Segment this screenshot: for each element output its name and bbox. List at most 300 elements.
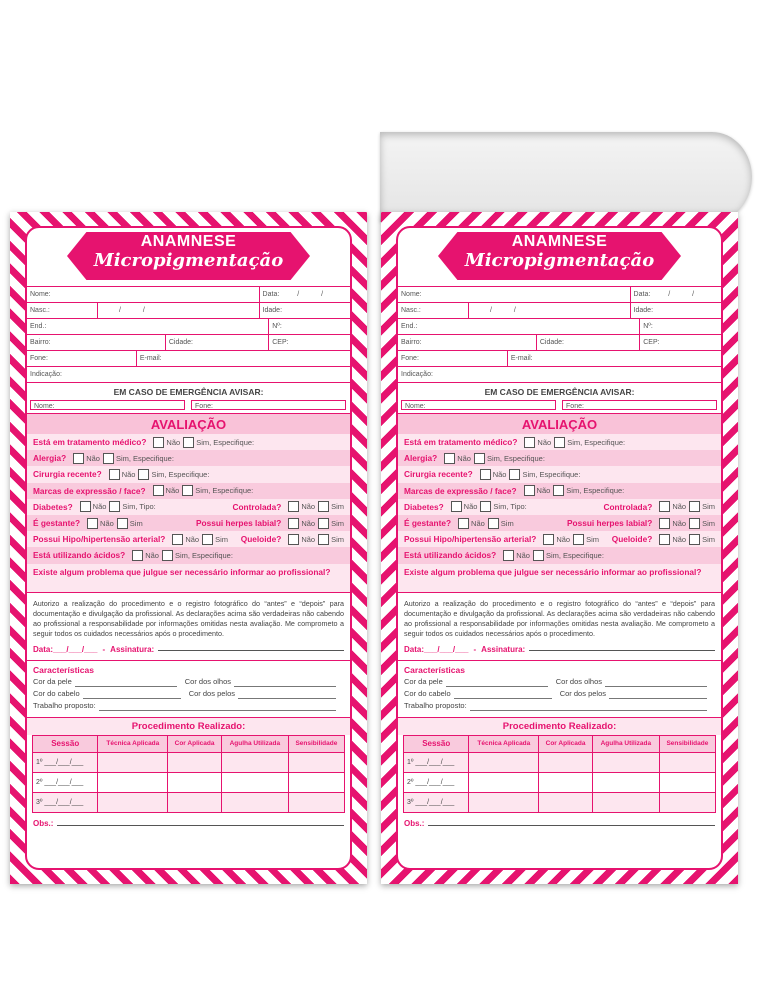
question-list [27,434,350,580]
table-cell[interactable] [288,792,344,812]
carac-row [33,689,344,701]
question-label: Alergia? [33,453,67,464]
signature-date[interactable]: Data:___/___/___ [33,644,98,654]
emergency-nome[interactable]: Nome: [401,400,556,410]
option-sim-especifique: Sim, Especifique: [567,437,626,447]
field-nasc[interactable]: Nasc.: [27,303,98,318]
field-fone[interactable]: Fone: [398,351,508,366]
checkbox-sim[interactable] [554,437,565,448]
question-tratamento [27,434,350,450]
col-tecnica: Técnica Aplicada [469,735,539,752]
question-label: Diabetes? [33,501,73,512]
emergency-nome[interactable]: Nome: [30,400,185,410]
table-cell[interactable] [168,752,222,772]
question-tratamento [398,434,721,450]
obs-row [27,813,350,834]
checkbox-sim[interactable] [318,501,329,512]
question-label: É gestante? [33,518,81,529]
question-label-controlada: Controlada? [232,501,282,512]
checkbox-nao[interactable] [543,534,554,545]
option-nao: Não [463,502,478,512]
question-marcas [27,483,350,499]
question-label: Marcas de expressão / face? [404,485,517,496]
question-label: Está utilizando ácidos? [33,550,126,561]
checkbox-nao[interactable] [659,501,670,512]
table-cell[interactable] [592,772,659,792]
row-nasc [27,302,350,318]
checkbox-nao[interactable] [659,534,670,545]
option-sim-especifique: Sim, Especifique: [545,550,604,560]
question-label: Existe algum problema que julgue ser necessário informar ao profissional? [404,566,702,577]
emergency-title: EM CASO DE EMERGÊNCIA AVISAR: [27,382,350,400]
field-cidade[interactable]: Cidade: [537,335,640,350]
table-cell[interactable] [288,772,344,792]
checkbox-nao[interactable] [153,485,164,496]
checkbox-nao[interactable] [451,501,462,512]
question-cirurgia [398,466,721,482]
procedimento-title: Procedimento Realizado: [398,717,721,735]
carac-row [33,677,344,689]
form-pad-left [10,212,367,884]
authorization-text: Autorizo a realização do procedimento e o registro fotográfico do “antes” e “depois” para documentação e divulgação da profissional. As declarações acima são verdadeiras não cabendo ao profissional a responsabilidade por informações omitidas nesta avaliação. Me comprometo a seguir todos os cuidados necessários após o procedimento. [27,592,350,642]
col-agulha: Agulha Utilizada [592,735,659,752]
field-data-label: Data: [262,291,280,298]
field-bairro[interactable]: Bairro: [27,335,166,350]
option-nao: Não [457,453,471,463]
option-sim-especifique: Sim, Especifique: [522,469,581,479]
emergency-row [27,400,350,413]
checkbox-sim[interactable] [202,534,213,545]
option-nao: Não [166,437,181,447]
table-row [404,792,716,812]
option-nao: Não [86,453,100,463]
question-label-herpes: Possui herpes labial? [567,518,653,529]
carac-line[interactable] [83,689,181,699]
carac-olhos: Cor dos olhos [184,676,232,686]
checkbox-sim[interactable] [474,453,485,464]
table-cell[interactable] [469,772,539,792]
checkbox-nao[interactable] [288,518,299,529]
col-sensibilidade: Sensibilidade [288,735,344,752]
question-gestante [27,515,350,531]
option-sim-especifique: Sim, Especifique: [151,469,210,479]
option-nao: Não [92,502,107,512]
checkbox-nao[interactable] [288,501,299,512]
field-idade[interactable]: Idade: [262,307,283,314]
table-header [33,735,345,752]
table-header [404,735,716,752]
field-cep[interactable]: CEP: [643,339,660,346]
form-title: ANAMNESE [140,233,237,250]
checkbox-sim[interactable] [182,485,193,496]
nasc-slashes: / / [490,307,526,314]
field-nome[interactable]: Nome: [398,287,631,302]
question-label-herpes: Possui herpes labial? [196,518,282,529]
question-diabetes [27,499,350,515]
question-label: Marcas de expressão / face? [33,485,146,496]
option-nao: Não [121,469,136,479]
field-nasc-date[interactable] [98,303,260,318]
option-sim: Sim [702,518,715,528]
option-sim: Sim [129,518,143,528]
table-row [33,772,345,792]
caracteristicas-title: Características [404,664,465,675]
table-row [404,752,716,772]
checkbox-sim[interactable] [689,518,700,529]
checkbox-nao[interactable] [132,550,143,561]
obs-row [398,813,721,834]
signature-label: Assinatura: [481,644,526,654]
obs-line[interactable] [57,819,344,826]
nasc-slashes: / / [119,307,155,314]
question-problema [27,564,350,580]
signature-date[interactable]: Data:___/___/___ [404,644,469,654]
carac-line[interactable] [609,689,707,699]
checkbox-sim[interactable] [689,534,700,545]
checkbox-nao[interactable] [172,534,183,545]
form-header [398,228,721,286]
caracteristicas-title: Características [33,664,94,675]
checkbox-nao[interactable] [87,518,98,529]
session-cell[interactable]: 1º ___/___/___ [404,752,469,772]
signature-dash: - [102,644,106,654]
table-row [33,752,345,772]
signature-row [398,642,721,660]
row-nome [398,286,721,302]
row-indicacao [27,366,350,382]
question-label: Está em tratamento médico? [404,437,518,448]
question-diabetes [398,499,721,515]
checkbox-nao[interactable] [524,437,535,448]
option-sim-tipo: Sim, Tipo: [493,502,527,512]
session-cell[interactable]: 3º ___/___/___ [33,792,98,812]
checkbox-nao[interactable] [480,469,491,480]
carac-row [404,689,715,701]
checkbox-sim[interactable] [509,469,520,480]
question-problema [398,564,721,580]
option-sim-especifique: Sim, Especifique: [566,486,625,496]
checkbox-sim[interactable] [162,550,173,561]
field-end[interactable]: End.: [398,319,640,334]
question-label-controlada: Controlada? [603,501,653,512]
question-gestante [398,515,721,531]
col-sessao: Sessão [404,735,469,752]
checkbox-nao[interactable] [503,550,514,561]
option-nao: Não [672,518,687,528]
question-cirurgia [27,466,350,482]
form-sheet [25,226,352,870]
checkbox-sim[interactable] [138,469,149,480]
emergency-fone[interactable]: Fone: [562,400,717,410]
table-cell[interactable] [659,792,715,812]
checkbox-nao[interactable] [444,453,455,464]
session-cell[interactable]: 1º ___/___/___ [33,752,98,772]
carac-pele: Cor da pele [404,676,443,686]
question-marcas [398,483,721,499]
form-subtitle: Micropigmentação [464,250,655,271]
option-sim-especifique: Sim, Especifique: [196,437,255,447]
checkbox-sim[interactable] [488,518,499,529]
table-cell[interactable] [539,792,593,812]
emergency-title: EM CASO DE EMERGÊNCIA AVISAR: [398,382,721,400]
question-label: Está em tratamento médico? [33,437,147,448]
form-pad-right [381,212,738,884]
option-nao: Não [185,534,200,544]
row-fone [27,350,350,366]
obs-label: Obs.: [404,818,425,828]
option-nao: Não [301,518,316,528]
checkbox-sim[interactable] [318,534,329,545]
answer-space[interactable] [27,580,350,592]
field-cep[interactable]: CEP: [272,339,289,346]
checkbox-sim[interactable] [480,501,491,512]
field-email[interactable]: E-mail: [139,355,162,362]
option-sim: Sim [586,534,600,544]
carac-pelos: Cor dos pelos [188,688,235,698]
signature-label: Assinatura: [110,644,155,654]
checkbox-nao[interactable] [458,518,469,529]
avaliacao-section [27,413,350,592]
question-label: Alergia? [404,453,438,464]
table-cell[interactable] [98,772,168,792]
procedimento-table [403,735,716,813]
form-title: ANAMNESE [511,233,608,250]
carac-row [404,701,715,713]
option-sim: Sim [215,534,229,544]
col-tecnica: Técnica Aplicada [98,735,168,752]
question-alergia [398,450,721,466]
checkbox-sim[interactable] [573,534,584,545]
question-label: Diabetes? [404,501,444,512]
option-nao: Não [672,534,687,544]
option-nao: Não [301,502,316,512]
carac-row [33,701,344,713]
option-nao: Não [556,534,571,544]
carac-line[interactable] [99,701,336,711]
obs-label: Obs.: [33,818,54,828]
form-header [27,228,350,286]
carac-trabalho: Trabalho proposto: [33,700,96,710]
signature-dash: - [473,644,477,654]
field-data-label: Data: [633,291,651,298]
field-indicacao[interactable]: Indicação: [401,371,433,378]
option-nao: Não [672,502,687,512]
table-cell[interactable] [592,752,659,772]
carac-line[interactable] [446,677,548,687]
avaliacao-section [398,413,721,592]
option-sim-tipo: Sim, Tipo: [122,502,156,512]
option-nao: Não [145,550,159,560]
question-label-queloide: Queloide? [611,534,653,545]
authorization-text: Autorizo a realização do procedimento e o registro fotográfico do “antes” e “depois” para documentação e divulgação da profissional. As declarações acima são verdadeiras não cabendo ao profissional a responsabilidade por informações omitidas nesta avaliação. Me comprometo a seguir todos os cuidados necessários após o procedimento. [398,592,721,642]
table-cell[interactable] [592,792,659,812]
field-bairro[interactable]: Bairro: [398,335,537,350]
table-cell[interactable] [288,752,344,772]
table-cell[interactable] [221,752,288,772]
checkbox-sim[interactable] [318,518,329,529]
col-sensibilidade: Sensibilidade [659,735,715,752]
table-cell[interactable] [98,792,168,812]
checkbox-sim[interactable] [689,501,700,512]
row-fone [398,350,721,366]
question-label: Possui Hipo/hipertensão arterial? [33,534,166,545]
field-nome[interactable]: Nome: [27,287,260,302]
carac-line[interactable] [454,689,552,699]
option-nao: Não [516,550,530,560]
table-cell[interactable] [168,772,222,792]
carac-pelos: Cor dos pelos [559,688,606,698]
question-acidos [27,547,350,563]
option-sim: Sim [331,518,344,528]
question-alergia [27,450,350,466]
checkbox-sim[interactable] [117,518,128,529]
row-bairro [27,334,350,350]
table-row [404,772,716,792]
table-cell[interactable] [469,752,539,772]
option-nao: Não [536,486,551,496]
obs-line[interactable] [428,819,715,826]
field-email[interactable]: E-mail: [510,355,533,362]
field-idade[interactable]: Idade: [633,307,654,314]
carac-cabelo: Cor do cabelo [33,688,80,698]
field-nasc-date[interactable] [469,303,631,318]
question-list [398,434,721,580]
form-subtitle: Micropigmentação [93,250,284,271]
field-numero[interactable]: Nº: [272,323,282,330]
emergency-row [398,400,721,413]
question-label: Possui Hipo/hipertensão arterial? [404,534,537,545]
session-cell[interactable]: 2º ___/___/___ [33,772,98,792]
table-cell[interactable] [539,772,593,792]
checkbox-nao[interactable] [73,453,84,464]
option-sim: Sim [702,534,715,544]
carac-line[interactable] [75,677,177,687]
carac-pele: Cor da pele [33,676,72,686]
avaliacao-title: AVALIAÇÃO [27,414,350,434]
date-slashes: / / [297,291,334,298]
carac-line[interactable] [234,677,336,687]
question-label: É gestante? [404,518,452,529]
row-end [27,318,350,334]
question-label: Existe algum problema que julgue ser necessário informar ao profissional? [33,566,331,577]
field-fone[interactable]: Fone: [27,351,137,366]
question-hipertensao [398,531,721,547]
option-sim-especifique: Sim, Especifique: [486,453,545,463]
option-nao: Não [301,534,316,544]
row-end [398,318,721,334]
row-nasc [398,302,721,318]
checkbox-sim[interactable] [533,550,544,561]
option-nao: Não [537,437,552,447]
carac-line[interactable] [238,689,336,699]
date-slashes: / / [668,291,705,298]
carac-line[interactable] [605,677,707,687]
option-sim: Sim [500,518,514,528]
pad-roll-top [380,132,752,222]
checkbox-sim[interactable] [183,437,194,448]
option-sim-especifique: Sim, Especifique: [195,486,254,496]
row-nome [27,286,350,302]
table-cell[interactable] [221,792,288,812]
session-cell[interactable]: 2º ___/___/___ [404,772,469,792]
option-nao: Não [165,486,180,496]
checkbox-nao[interactable] [80,501,91,512]
option-sim: Sim [331,534,344,544]
carac-olhos: Cor dos olhos [555,676,603,686]
session-cell[interactable]: 3º ___/___/___ [404,792,469,812]
table-cell[interactable] [659,772,715,792]
checkbox-nao[interactable] [153,437,164,448]
answer-space[interactable] [398,580,721,592]
emergency-fone[interactable]: Fone: [191,400,346,410]
carac-cabelo: Cor do cabelo [404,688,451,698]
table-cell[interactable] [539,752,593,772]
field-end[interactable]: End.: [27,319,269,334]
carac-line[interactable] [470,701,707,711]
table-cell[interactable] [469,792,539,812]
form-sheet [396,226,723,870]
field-nasc[interactable]: Nasc.: [398,303,469,318]
row-indicacao [398,366,721,382]
table-cell[interactable] [659,752,715,772]
carac-trabalho: Trabalho proposto: [404,700,467,710]
col-cor: Cor Aplicada [539,735,593,752]
option-nao: Não [471,518,485,528]
option-nao: Não [492,469,507,479]
field-data[interactable] [260,287,350,302]
signature-line[interactable] [529,645,715,651]
checkbox-sim[interactable] [109,501,120,512]
checkbox-nao[interactable] [659,518,670,529]
checkbox-nao[interactable] [288,534,299,545]
caracteristicas-section [398,660,721,717]
caracteristicas-section [27,660,350,717]
table-row [33,792,345,812]
procedimento-table [32,735,345,813]
field-data[interactable] [631,287,721,302]
checkbox-sim[interactable] [103,453,114,464]
table-cell[interactable] [98,752,168,772]
field-cidade[interactable]: Cidade: [166,335,269,350]
signature-line[interactable] [158,645,344,651]
col-cor: Cor Aplicada [168,735,222,752]
question-label: Cirurgia recente? [404,469,473,480]
row-bairro [398,334,721,350]
table-cell[interactable] [168,792,222,812]
avaliacao-title: AVALIAÇÃO [398,414,721,434]
option-sim-especifique: Sim, Especifique: [174,550,233,560]
question-acidos [398,547,721,563]
option-sim-especifique: Sim, Especifique: [115,453,174,463]
checkbox-nao[interactable] [109,469,120,480]
signature-row [27,642,350,660]
question-label-queloide: Queloide? [240,534,282,545]
procedimento-title: Procedimento Realizado: [27,717,350,735]
option-nao: Não [100,518,114,528]
col-agulha: Agulha Utilizada [221,735,288,752]
option-sim: Sim [702,502,715,512]
field-indicacao[interactable]: Indicação: [30,371,62,378]
field-numero[interactable]: Nº: [643,323,653,330]
option-sim: Sim [331,502,344,512]
question-label: Cirurgia recente? [33,469,102,480]
question-label: Está utilizando ácidos? [404,550,497,561]
checkbox-nao[interactable] [524,485,535,496]
carac-row [404,677,715,689]
table-cell[interactable] [221,772,288,792]
checkbox-sim[interactable] [553,485,564,496]
col-sessao: Sessão [33,735,98,752]
